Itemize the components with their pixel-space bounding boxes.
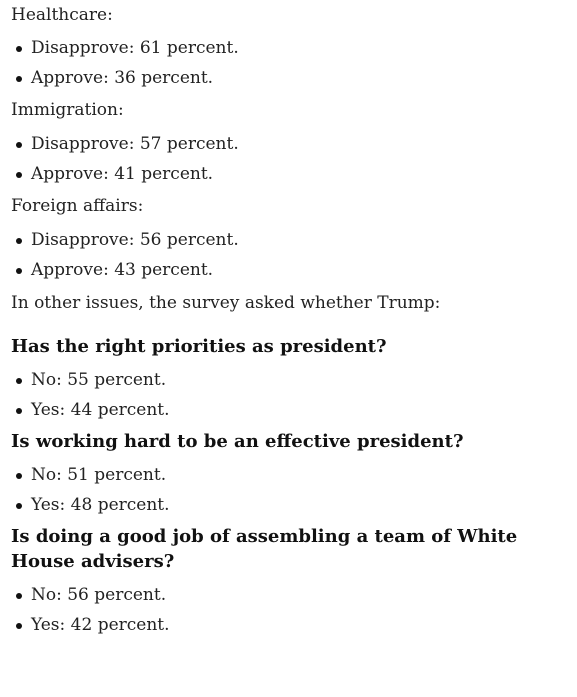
list-item: Yes: 44 percent. [11, 395, 567, 425]
list-item: Approve: 43 percent. [11, 255, 567, 285]
question-heading-priorities: Has the right priorities as president? [11, 336, 387, 357]
list-item: No: 51 percent. [11, 460, 567, 490]
bullet-list-working-hard [11, 460, 567, 520]
list-item: Disapprove: 61 percent. [11, 33, 567, 63]
list-item: No: 56 percent. [11, 580, 567, 610]
question-heading-working-hard: Is working hard to be an effective president? [11, 431, 464, 452]
bullet-list-foreign-affairs [11, 225, 567, 285]
list-item: Yes: 48 percent. [11, 490, 567, 520]
bullet-list-advisers [11, 580, 567, 640]
section-label-immigration: Immigration: [11, 100, 124, 120]
section-label-healthcare: Healthcare: [11, 5, 113, 25]
intro-paragraph: In other issues, the survey asked whether Trump: [11, 293, 441, 313]
list-item: Approve: 41 percent. [11, 159, 567, 189]
bullet-list-priorities [11, 365, 567, 425]
bullet-list-immigration [11, 129, 567, 189]
question-heading-advisers: Is doing a good job of assembling a team of White House advisers? [11, 526, 518, 572]
section-label-foreign-affairs: Foreign affairs: [11, 196, 144, 216]
bullet-list-healthcare [11, 33, 567, 93]
list-item: Approve: 36 percent. [11, 63, 567, 93]
list-item: Disapprove: 56 percent. [11, 225, 567, 255]
list-item: No: 55 percent. [11, 365, 567, 395]
list-item: Disapprove: 57 percent. [11, 129, 567, 159]
list-item: Yes: 42 percent. [11, 610, 567, 640]
